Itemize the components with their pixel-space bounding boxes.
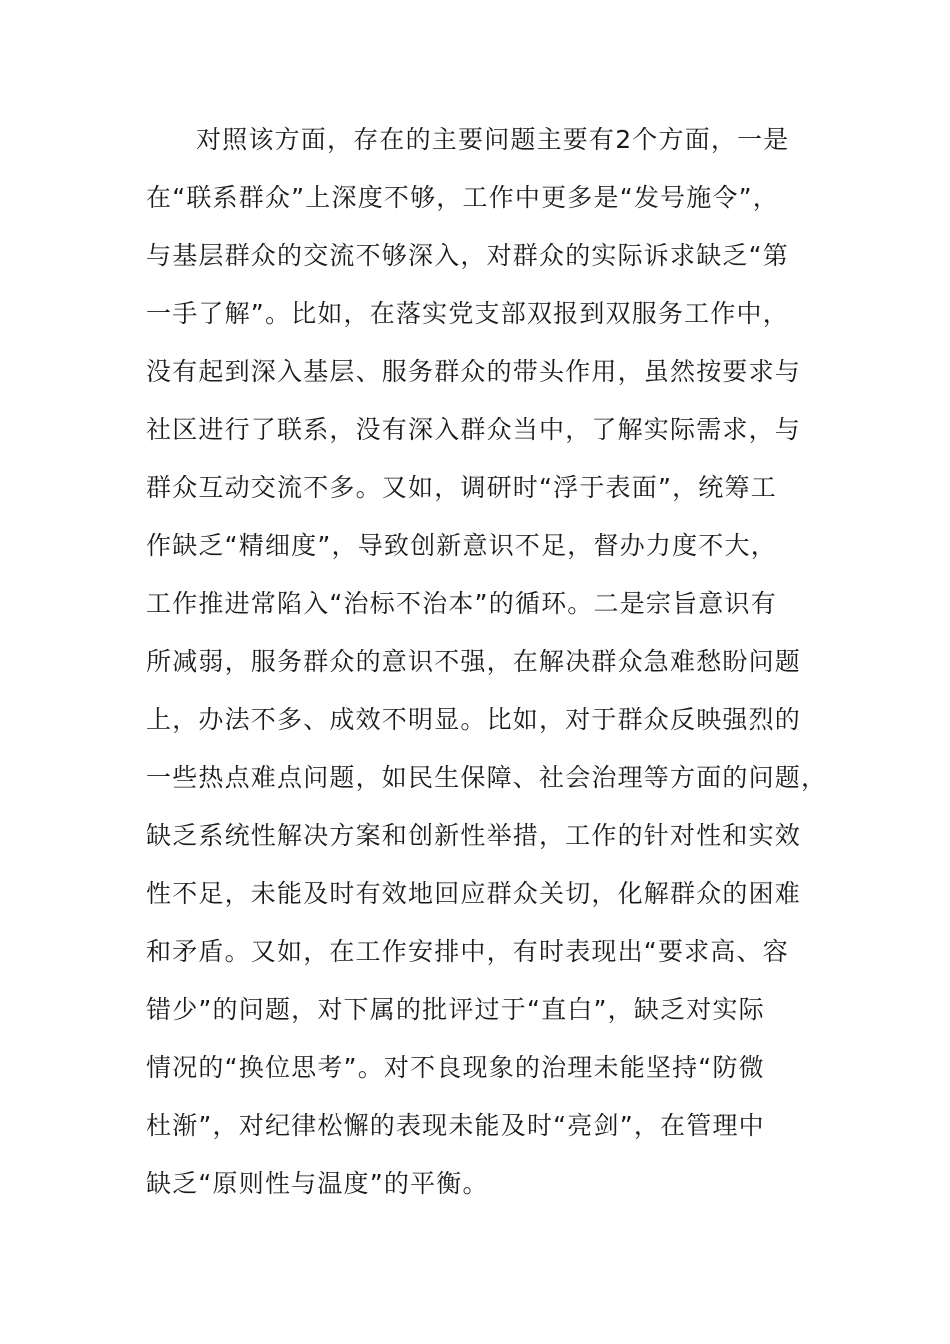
paragraph-line: 对照该方面，存在的主要问题主要有2个方面，一是 — [196, 125, 790, 154]
paragraph-line: 在“联系群众”上深度不够，工作中更多是“发号施令”， — [146, 183, 780, 212]
paragraph-line: 一手了解”。比如，在落实党支部双报到双服务工作中， — [146, 299, 789, 328]
paragraph-line: 社区进行了联系，没有深入群众当中，了解实际需求，与 — [146, 415, 802, 444]
paragraph-line: 与基层群众的交流不够深入，对群众的实际诉求缺乏“第 — [146, 241, 789, 270]
body-paragraph — [146, 118, 828, 1220]
paragraph-line: 缺乏系统性解决方案和创新性举措，工作的针对性和实效 — [146, 821, 802, 850]
paragraph-line: 作缺乏“精细度”，导致创新意识不足，督办力度不大， — [146, 531, 777, 560]
paragraph-line: 工作推进常陷入“治标不治本”的循环。二是宗旨意识有 — [146, 589, 777, 618]
paragraph-line: 缺乏“原则性与温度”的平衡。 — [146, 1169, 489, 1198]
paragraph-line: 所减弱，服务群众的意识不强，在解决群众急难愁盼问题 — [146, 647, 802, 676]
paragraph-line: 杜渐”，对纪律松懈的表现未能及时“亮剑”，在管理中 — [146, 1111, 765, 1140]
paragraph-line: 错少”的问题，对下属的批评过于“直白”，缺乏对实际 — [146, 995, 765, 1024]
paragraph-line: 上，办法不多、成效不明显。比如，对于群众反映强烈的 — [146, 705, 802, 734]
paragraph-line: 情况的“换位思考”。对不良现象的治理未能坚持“防微 — [146, 1053, 765, 1082]
paragraph-line: 性不足，未能及时有效地回应群众关切，化解群众的困难 — [146, 879, 802, 908]
paragraph-line: 一些热点难点问题，如民生保障、社会治理等方面的问题， — [146, 763, 828, 792]
paragraph-line: 群众互动交流不多。又如，调研时“浮于表面”，统筹工 — [146, 473, 777, 502]
paragraph-line: 和矛盾。又如，在工作安排中，有时表现出“要求高、容 — [146, 937, 789, 966]
paragraph-line: 没有起到深入基层、服务群众的带头作用，虽然按要求与 — [146, 357, 802, 386]
